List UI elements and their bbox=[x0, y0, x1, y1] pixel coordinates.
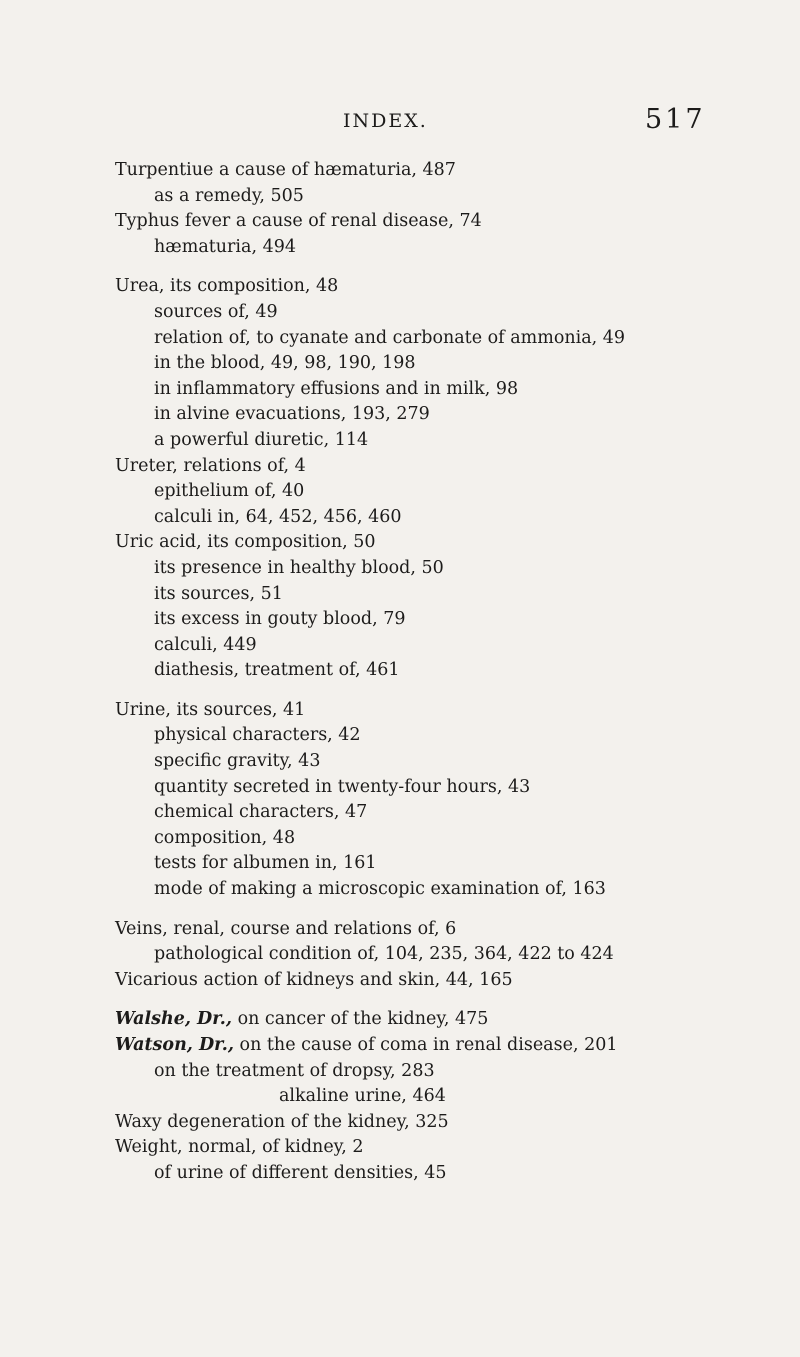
entry-text: a powerful diuretic, 114 bbox=[154, 429, 369, 450]
index-entry bbox=[115, 158, 795, 184]
index-subentry bbox=[115, 1059, 795, 1085]
index-subentry bbox=[115, 428, 795, 454]
author-name: Walshe, Dr., bbox=[115, 1009, 232, 1030]
entry-text: pathological condition of, 104, 235, 364, 422 to 424 bbox=[154, 944, 614, 965]
section-gap bbox=[115, 260, 795, 274]
index-subentry bbox=[115, 377, 795, 403]
index-section bbox=[115, 274, 795, 684]
index-subentry bbox=[115, 300, 795, 326]
index-entry bbox=[115, 454, 795, 480]
entry-text: mode of making a microscopic examination of, 163 bbox=[154, 879, 606, 900]
index-subentry bbox=[115, 582, 795, 608]
entry-text: chemical characters, 47 bbox=[154, 802, 368, 823]
index-entry bbox=[115, 1007, 795, 1033]
index-subentry bbox=[115, 826, 795, 852]
entry-text: Ureter, relations of, 4 bbox=[115, 455, 306, 476]
index-subentry bbox=[115, 402, 795, 428]
entry-text: relation of, to cyanate and carbonate of ammonia, 49 bbox=[154, 327, 626, 348]
index-subentry bbox=[115, 633, 795, 659]
index-subentry bbox=[115, 479, 795, 505]
index-entry bbox=[115, 968, 795, 994]
entry-text: Typhus fever a cause of renal disease, 74 bbox=[115, 211, 482, 232]
entry-text: diathesis, treatment of, 461 bbox=[154, 660, 400, 681]
index-subentry bbox=[115, 351, 795, 377]
index-section bbox=[115, 917, 795, 994]
index-entry bbox=[115, 1135, 795, 1161]
entry-text: tests for albumen in, 161 bbox=[154, 853, 377, 874]
index-section bbox=[115, 158, 795, 260]
page-header bbox=[0, 104, 800, 144]
index-entry bbox=[115, 698, 795, 724]
index-subentry bbox=[115, 235, 795, 261]
index-subentry bbox=[115, 505, 795, 531]
entry-text: on the treatment of dropsy, 283 bbox=[154, 1060, 435, 1081]
entry-text: its excess in gouty blood, 79 bbox=[154, 609, 406, 630]
index-subentry bbox=[115, 556, 795, 582]
entry-text: its presence in healthy blood, 50 bbox=[154, 557, 444, 578]
entry-text: in the blood, 49, 98, 190, 198 bbox=[154, 353, 416, 374]
index-subentry bbox=[115, 723, 795, 749]
entry-text: alkaline urine, 464 bbox=[279, 1086, 446, 1107]
index-subentry bbox=[115, 184, 795, 210]
index-subentry bbox=[115, 658, 795, 684]
entry-text: composition, 48 bbox=[154, 827, 296, 848]
author-name: Watson, Dr., bbox=[115, 1035, 234, 1055]
entry-text: Turpentiue a cause of hæmaturia, 487 bbox=[115, 160, 456, 180]
index-entry bbox=[115, 274, 795, 300]
entry-text: Uric acid, its composition, 50 bbox=[115, 532, 376, 553]
index-subentry bbox=[115, 775, 795, 801]
entry-text: in inflammatory effusions and in milk, 98 bbox=[154, 378, 519, 399]
entry-text: hæmaturia, 494 bbox=[154, 236, 296, 257]
entry-text: of urine of different densities, 45 bbox=[154, 1162, 447, 1183]
index-subentry bbox=[115, 326, 795, 352]
entry-text: sources of, 49 bbox=[154, 301, 278, 322]
entry-text: Urea, its composition, 48 bbox=[115, 276, 339, 297]
index-subentry bbox=[115, 749, 795, 775]
index-entry bbox=[115, 1110, 795, 1136]
section-gap bbox=[115, 684, 795, 698]
entry-text: Vicarious action of kidneys and skin, 44, 165 bbox=[115, 969, 513, 990]
entry-text: Weight, normal, of kidney, 2 bbox=[115, 1137, 364, 1158]
index-body bbox=[115, 158, 795, 1187]
index-section bbox=[115, 1007, 795, 1186]
entry-text: quantity secreted in twenty-four hours, 43 bbox=[154, 776, 531, 797]
entry-text: Urine, its sources, 41 bbox=[115, 699, 306, 720]
section-gap bbox=[115, 903, 795, 917]
entry-text: epithelium of, 40 bbox=[154, 481, 305, 502]
entry-text: as a remedy, 505 bbox=[154, 185, 304, 206]
index-entry bbox=[115, 209, 795, 235]
index-section bbox=[115, 698, 795, 903]
index-subentry bbox=[115, 1084, 795, 1110]
entry-text: calculi in, 64, 452, 456, 460 bbox=[154, 506, 402, 527]
index-subentry bbox=[115, 942, 795, 968]
entry-text: Waxy degeneration of the kidney, 325 bbox=[115, 1111, 449, 1132]
index-entry bbox=[115, 1033, 795, 1059]
index-subentry bbox=[115, 1161, 795, 1187]
section-gap bbox=[115, 993, 795, 1007]
entry-text: physical characters, 42 bbox=[154, 725, 361, 746]
entry-text: on cancer of the kidney, 475 bbox=[232, 1009, 489, 1030]
index-entry bbox=[115, 530, 795, 556]
entry-text: calculi, 449 bbox=[154, 634, 257, 655]
index-subentry bbox=[115, 851, 795, 877]
entry-text: specific gravity, 43 bbox=[154, 751, 321, 772]
running-title: INDEX. bbox=[343, 110, 428, 132]
index-subentry bbox=[115, 607, 795, 633]
entry-text: Veins, renal, course and relations of, 6 bbox=[115, 918, 457, 939]
entry-text: its sources, 51 bbox=[154, 583, 283, 604]
entry-text: in alvine evacuations, 193, 279 bbox=[154, 404, 430, 425]
page-number: 517 bbox=[645, 104, 706, 135]
index-subentry bbox=[115, 800, 795, 826]
index-subentry bbox=[115, 877, 795, 903]
index-entry bbox=[115, 917, 795, 943]
entry-text: on the cause of coma in renal disease, 201 bbox=[233, 1035, 618, 1055]
